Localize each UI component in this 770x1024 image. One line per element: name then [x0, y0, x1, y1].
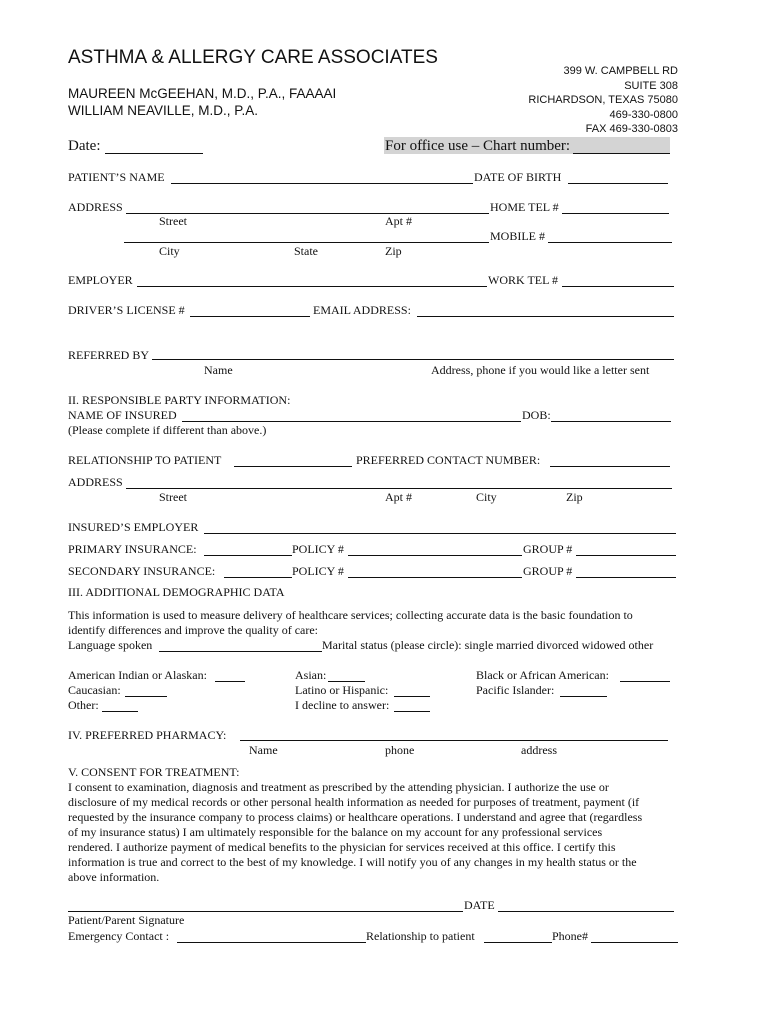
demographic-heading: III. ADDITIONAL DEMOGRAPHIC DATA	[68, 585, 285, 599]
resp-zip-label: Zip	[566, 490, 583, 504]
other-label: Other:	[68, 698, 99, 712]
insured-note: (Please complete if different than above.)	[68, 423, 267, 437]
primary-policy-label: POLICY #	[292, 542, 344, 556]
mobile-field[interactable]	[548, 242, 672, 243]
decline-label: I decline to answer:	[295, 698, 390, 712]
decline-field[interactable]	[394, 711, 430, 712]
resp-address-label: ADDRESS	[68, 475, 123, 489]
doctor-name-1: MAUREEN McGEEHAN, M.D., P.A., FAAAAI	[68, 86, 337, 101]
insured-dob-field[interactable]	[551, 421, 671, 422]
american-indian-label: American Indian or Alaskan:	[68, 668, 207, 682]
black-field[interactable]	[620, 681, 670, 682]
insured-dob-label: DOB:	[522, 408, 551, 422]
secondary-group-label: GROUP #	[523, 564, 573, 578]
office-address-block	[528, 64, 678, 137]
insured-name-label: NAME OF INSURED	[68, 408, 177, 422]
work-tel-field[interactable]	[562, 286, 674, 287]
relationship-field[interactable]	[234, 466, 352, 467]
city-label: City	[159, 244, 180, 258]
office-use-label: For office use – Chart number:	[385, 138, 571, 154]
doctor-name-2: WILLIAM NEAVILLE, M.D., P.A.	[68, 103, 259, 118]
pharmacy-name-label: Name	[249, 743, 278, 757]
home-tel-field[interactable]	[562, 213, 669, 214]
zip-label: Zip	[385, 244, 402, 258]
consent-line: I consent to examination, diagnosis and treatment as prescribed by the attending physician. I authorize the use or	[68, 780, 609, 794]
american-indian-field[interactable]	[215, 681, 245, 682]
demographic-intro-1: This information is used to measure delivery of healthcare services; collecting accurate data is the basic foundation to	[68, 608, 633, 622]
preferred-contact-label: PREFERRED CONTACT NUMBER:	[356, 453, 541, 467]
primary-group-label: GROUP #	[523, 542, 573, 556]
resp-city-label: City	[476, 490, 497, 504]
office-fax: FAX 469-330-0803	[585, 123, 678, 135]
consent-date-label: DATE	[464, 898, 495, 912]
latino-field[interactable]	[394, 696, 430, 697]
emergency-phone-field[interactable]	[591, 942, 678, 943]
emergency-contact-label: Emergency Contact :	[68, 929, 170, 943]
employer-field[interactable]	[137, 286, 487, 287]
primary-insurance-label: PRIMARY INSURANCE:	[68, 542, 197, 556]
city-state-zip-field[interactable]	[124, 242, 489, 243]
consent-heading: V. CONSENT FOR TREATMENT:	[68, 765, 240, 779]
referred-by-label: REFERRED BY	[68, 348, 150, 362]
other-field[interactable]	[102, 711, 138, 712]
address-label: ADDRESS	[68, 200, 123, 214]
signature-label: Patient/Parent Signature	[68, 913, 185, 927]
apt-label: Apt #	[385, 214, 412, 228]
secondary-group-field[interactable]	[576, 577, 676, 578]
latino-label: Latino or Hispanic:	[295, 683, 389, 697]
pharmacy-field[interactable]	[240, 740, 668, 741]
emergency-relationship-label: Relationship to patient	[366, 929, 475, 943]
org-name: ASTHMA & ALLERGY CARE ASSOCIATES	[68, 47, 438, 68]
address-line-1: 399 W. CAMPBELL RD	[563, 65, 678, 77]
office-phone: 469-330-0800	[609, 108, 678, 121]
street-label: Street	[159, 214, 187, 228]
consent-line: rendered. I authorize payment of medical benefits to the physician for services received at this office. I certify this	[68, 840, 616, 854]
drivers-license-label: DRIVER’S LICENSE #	[68, 303, 185, 317]
patient-name-label: PATIENT’S NAME	[68, 170, 165, 184]
signature-field[interactable]	[68, 911, 463, 912]
drivers-license-field[interactable]	[190, 316, 310, 317]
demographic-intro-2: identify differences and improve the quality of care:	[68, 623, 319, 637]
preferred-contact-field[interactable]	[550, 466, 670, 467]
patient-name-field[interactable]	[171, 183, 473, 184]
pharmacy-phone-label: phone	[385, 743, 415, 757]
consent-line: information is true and correct to the best of my knowledge. I will notify you of any changes in my health status or the	[68, 855, 637, 869]
pacific-label: Pacific Islander:	[476, 683, 555, 697]
insured-employer-label: INSURED’S EMPLOYER	[68, 520, 199, 534]
employer-label: EMPLOYER	[68, 273, 133, 287]
secondary-policy-label: POLICY #	[292, 564, 344, 578]
resp-address-field[interactable]	[126, 488, 672, 489]
responsible-heading: II. RESPONSIBLE PARTY INFORMATION:	[68, 393, 291, 407]
date-field[interactable]	[105, 153, 203, 154]
chart-number-field[interactable]	[573, 153, 670, 154]
primary-group-field[interactable]	[576, 555, 676, 556]
emergency-phone-label: Phone#	[552, 929, 588, 943]
secondary-insurance-label: SECONDARY INSURANCE:	[68, 564, 216, 578]
caucasian-field[interactable]	[125, 696, 167, 697]
language-field[interactable]	[159, 651, 322, 652]
caucasian-label: Caucasian:	[68, 683, 121, 697]
consent-line: requested by the insurance company to process claims) or healthcare operations. I understand and agree that (regardless	[68, 810, 643, 824]
date-label: Date:	[68, 138, 101, 154]
primary-policy-field[interactable]	[348, 555, 522, 556]
dob-label: DATE OF BIRTH	[474, 170, 562, 184]
relationship-label: RELATIONSHIP TO PATIENT	[68, 453, 222, 467]
pharmacy-heading: IV. PREFERRED PHARMACY:	[68, 728, 227, 742]
consent-text	[68, 780, 678, 885]
mobile-label: MOBILE #	[490, 229, 545, 243]
consent-line: above information.	[68, 870, 160, 884]
dob-field[interactable]	[568, 183, 668, 184]
secondary-insurance-field[interactable]	[224, 577, 292, 578]
referred-address-label: Address, phone if you would like a letter sent	[431, 363, 650, 377]
insured-name-field[interactable]	[182, 421, 521, 422]
consent-date-field[interactable]	[498, 911, 674, 912]
address-line-3: RICHARDSON, TEXAS 75080	[528, 94, 678, 106]
pharmacy-address-label: address	[521, 743, 557, 757]
consent-line: of my insurance status) I am ultimately responsible for the balance on my account for any professional services	[68, 825, 603, 839]
secondary-policy-field[interactable]	[348, 577, 522, 578]
emergency-relationship-field[interactable]	[484, 942, 552, 943]
home-tel-label: HOME TEL #	[490, 200, 559, 214]
resp-street-label: Street	[159, 490, 187, 504]
asian-label: Asian:	[295, 668, 327, 682]
asian-field[interactable]	[328, 681, 365, 682]
state-label: State	[294, 244, 318, 258]
primary-insurance-field[interactable]	[204, 555, 292, 556]
marital-status-label: Marital status (please circle): single married divorced widowed other	[322, 638, 654, 652]
resp-apt-label: Apt #	[385, 490, 412, 504]
email-label: EMAIL ADDRESS:	[313, 303, 411, 317]
emergency-contact-field[interactable]	[177, 942, 366, 943]
referred-name-label: Name	[204, 363, 233, 377]
consent-line: disclosure of my medical records or other personal health information as needed for purposes of treatment, payment (if	[68, 795, 640, 809]
black-label: Black or African American:	[476, 668, 609, 682]
work-tel-label: WORK TEL #	[488, 273, 558, 287]
language-label: Language spoken	[68, 638, 153, 652]
referred-by-field[interactable]	[152, 359, 674, 360]
email-field[interactable]	[417, 316, 674, 317]
address-line-2: SUITE 308	[624, 79, 678, 92]
insured-employer-field[interactable]	[204, 533, 676, 534]
pacific-field[interactable]	[560, 696, 607, 697]
